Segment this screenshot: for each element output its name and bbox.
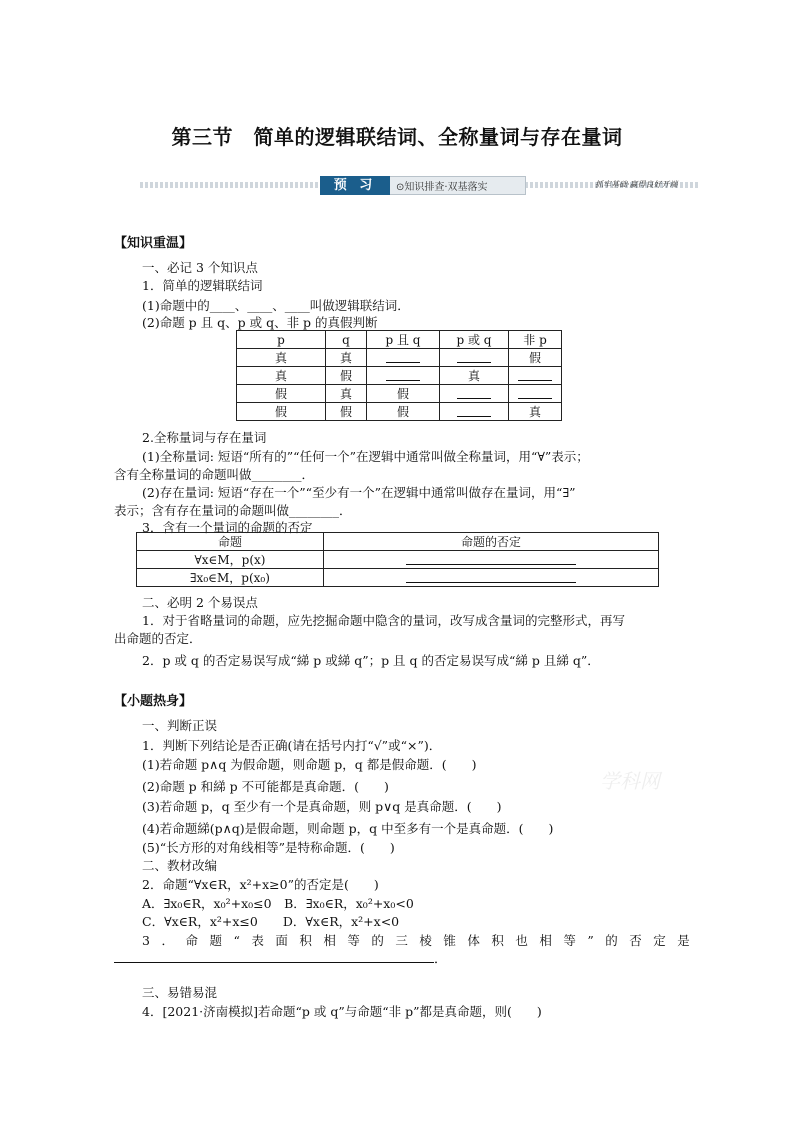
- text-line: A．∃x₀∈R，x₀²+x₀≤0 B．∃x₀∈R，x₀²+x₀<0: [142, 896, 414, 911]
- negation-table: [136, 532, 659, 587]
- table-cell: 假: [237, 385, 326, 403]
- table-header: p 且 q: [367, 331, 440, 349]
- text-line: (2)存在量词: 短语“存在一个”“至少有一个”在逻辑中通常叫做存在量词，用“∃”: [142, 485, 576, 500]
- table-cell: ∃x₀∈M，p(x₀): [137, 569, 324, 587]
- table-header: p 或 q: [440, 331, 509, 349]
- text-line: (5)“长方形的对角线相等”是特称命题．( ): [142, 840, 395, 855]
- text-line: 出命题的否定．: [114, 631, 202, 646]
- text-line: 二、教材改编: [142, 858, 218, 873]
- text-line: 一、必记 3 个知识点: [142, 260, 258, 275]
- text-line: (3)若命题 p，q 至少有一个是真命题，则 p∨q 是真命题．( ): [142, 799, 502, 814]
- table-cell: 假: [367, 385, 440, 403]
- table-header: p: [237, 331, 326, 349]
- table-header: 命题: [137, 533, 324, 551]
- table-cell: 真: [237, 367, 326, 385]
- table-row: [137, 569, 659, 587]
- text-line: 4．[2021·济南模拟]若命题“p 或 q”与命题“非 p”都是真命题，则( ): [142, 1004, 542, 1019]
- table-header-row: [237, 331, 562, 349]
- banner-right-text: 抓牢基础·赢得良好开端: [595, 180, 678, 189]
- preview-banner: [140, 175, 700, 195]
- table-cell: 真: [326, 385, 367, 403]
- table-header-row: [137, 533, 659, 551]
- text-line: (4)若命题綈(p∧q)是假命题，则命题 p，q 中至多有一个是真命题．( ): [142, 821, 554, 836]
- table-row: [137, 551, 659, 569]
- blank-cell: [324, 551, 659, 569]
- text-line: 二、必明 2 个易误点: [142, 595, 258, 610]
- table-cell: 假: [237, 403, 326, 421]
- text-line: (2)命题 p 和綈 p 不可能都是真命题．( ): [142, 779, 389, 794]
- table-header: 命题的否定: [324, 533, 659, 551]
- watermark: 学科网: [600, 769, 660, 793]
- text-line: 3．命题“表面积相等的三棱锥体积也相等”的否定是: [142, 933, 702, 948]
- text-line: 1．简单的逻辑联结词: [142, 278, 263, 293]
- text-line: 2．命题“∀x∈R，x²+x≥0”的否定是( ): [142, 877, 379, 892]
- section-heading-warmup: 【小题热身】: [114, 694, 193, 709]
- text-line: C．∀x∈R，x²+x≤0 D．∀x∈R，x²+x<0: [142, 914, 400, 929]
- text-line: 3．含有一个量词的命题的否定: [142, 520, 313, 535]
- answer-underline: [114, 950, 434, 963]
- table-header: q: [326, 331, 367, 349]
- blank-cell: [440, 385, 509, 403]
- table-cell: 真: [509, 403, 562, 421]
- banner-subtitle: ⊙知识排查·双基落实: [396, 182, 488, 193]
- text-line: 1．判断下列结论是否正确(请在括号内打“√”或“×”)．: [142, 738, 442, 753]
- text-line: 一、判断正误: [142, 718, 218, 733]
- table-row: [237, 367, 562, 385]
- table-cell: 假: [367, 403, 440, 421]
- blank-cell: [367, 367, 440, 385]
- blank-cell: [367, 349, 440, 367]
- text-line: 2.全称量词与存在量词: [142, 430, 267, 445]
- text-line: (1)若命题 p∧q 为假命题，则命题 p，q 都是假命题．( ): [142, 757, 477, 772]
- text-line: 2．p 或 q 的否定易误写成“綈 p 或綈 q”；p 且 q 的否定易误写成“綈 p 且綈 q”．: [142, 653, 600, 668]
- table-cell: 假: [326, 403, 367, 421]
- section-heading-knowledge: 【知识重温】: [114, 236, 193, 251]
- banner-tag: 预 习: [320, 176, 390, 195]
- text-line: (1)命题中的____、____、____叫做逻辑联结词．: [142, 298, 410, 313]
- table-row: [237, 385, 562, 403]
- table-row: [237, 349, 562, 367]
- text-line: 1．对于省略量词的命题，应先挖掘命题中隐含的量词，改写成含量词的完整形式，再写: [142, 613, 625, 628]
- table-row: [237, 403, 562, 421]
- table-cell: ∀x∈M，p(x): [137, 551, 324, 569]
- text-line: 表示；含有存在量词的命题叫做________．: [114, 503, 352, 518]
- table-cell: 真: [237, 349, 326, 367]
- blank-cell: [440, 349, 509, 367]
- table-cell: 假: [326, 367, 367, 385]
- period-mark: ．: [434, 952, 448, 967]
- blank-cell: [440, 403, 509, 421]
- blank-cell: [509, 385, 562, 403]
- blank-cell: [509, 367, 562, 385]
- blank-cell: [324, 569, 659, 587]
- truth-table: [236, 330, 562, 421]
- answer-blank-line: [114, 948, 447, 967]
- table-cell: 假: [509, 349, 562, 367]
- table-header: 非 p: [509, 331, 562, 349]
- table-cell: 真: [326, 349, 367, 367]
- text-line: (1)全称量词: 短语“所有的”“任何一个”在逻辑中通常叫做全称量词，用“∀”表示；: [142, 449, 589, 464]
- text-line: (2)命题 p 且 q、p 或 q、非 p 的真假判断: [142, 315, 378, 330]
- text-line: 含有全称量词的命题叫做________．: [114, 467, 315, 482]
- page-title: 第三节 简单的逻辑联结词、全称量词与存在量词: [171, 125, 623, 149]
- text-line: 三、易错易混: [142, 985, 218, 1000]
- table-cell: 真: [440, 367, 509, 385]
